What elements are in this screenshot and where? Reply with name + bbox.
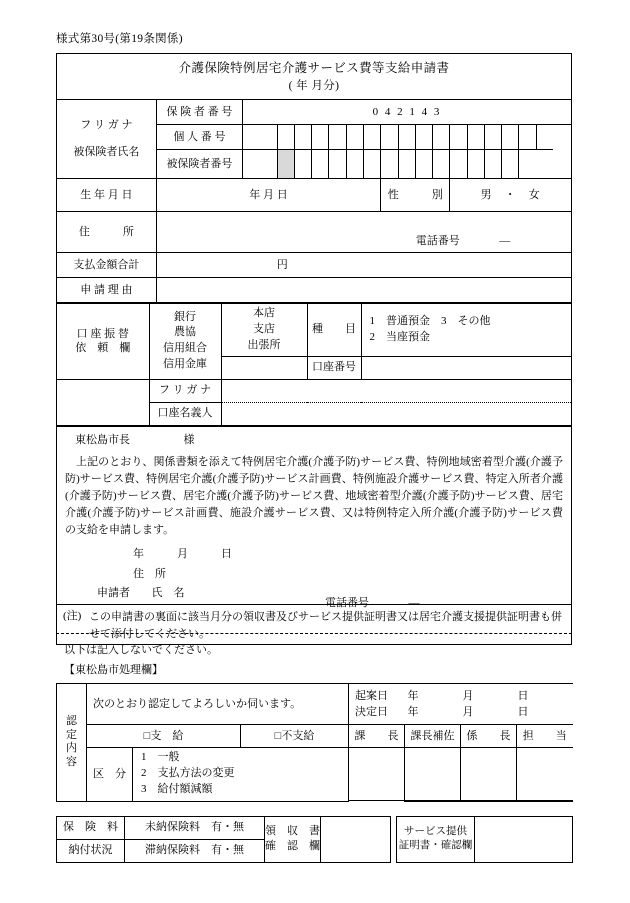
receipt-box[interactable] bbox=[321, 816, 391, 862]
transfer-label bbox=[57, 304, 149, 380]
receipt-label bbox=[265, 816, 321, 862]
stamp-box-1[interactable] bbox=[349, 800, 405, 801]
approval-label bbox=[57, 684, 87, 801]
insurance-fee-label-2: 納付状況 bbox=[57, 839, 125, 862]
main-form-frame bbox=[56, 53, 572, 645]
account-holder-label: 口座名義人 bbox=[149, 402, 221, 425]
bank-type-option[interactable]: 農協 bbox=[174, 326, 196, 339]
personal-no-digit[interactable] bbox=[467, 125, 484, 150]
document-title-sub: ( 年 月分) bbox=[288, 79, 340, 92]
service-cert-label-line1: サービス提供 bbox=[404, 825, 467, 837]
account-holder-value[interactable] bbox=[221, 402, 571, 425]
note-text: この申請書の裏面に該当月分の領収書及びサービス提供証明書又は居宅介護支援提供証明書も併せて添付してください。 bbox=[89, 611, 562, 640]
bank-type-cell[interactable] bbox=[149, 304, 221, 380]
insured-no-digit[interactable] bbox=[519, 150, 536, 179]
pay-option-deny[interactable]: □不支給 bbox=[241, 725, 349, 748]
personal-no-digit[interactable] bbox=[329, 125, 346, 150]
furigana-label: フ リ ガ ナ bbox=[80, 119, 133, 132]
approval-label-char: 定 bbox=[66, 728, 77, 741]
statement-date[interactable]: 年 月 日 bbox=[133, 547, 232, 560]
document-title-main: 介護保険特例居宅介護サービス費等支給申請書 bbox=[178, 61, 450, 75]
transfer-label-line1: 口 座 振 替 bbox=[76, 327, 129, 340]
personal-no-digit[interactable] bbox=[484, 125, 501, 150]
applicant-tel-label: 電話番号 bbox=[325, 596, 369, 609]
account-no-value[interactable] bbox=[361, 356, 571, 379]
insured-no-digit[interactable] bbox=[450, 150, 467, 179]
insured-no-digit[interactable] bbox=[329, 150, 346, 179]
stamp-box-4[interactable] bbox=[517, 800, 573, 801]
sex-options[interactable]: 男 ・ 女 bbox=[450, 179, 571, 212]
insured-no-label: 被保険者番号 bbox=[156, 150, 242, 179]
applicant-address-row[interactable] bbox=[57, 567, 571, 582]
birth-date-label: 生 年 月 日 bbox=[57, 179, 156, 212]
insured-name-cell bbox=[57, 100, 156, 179]
account-kind-options[interactable] bbox=[361, 304, 571, 357]
applicant-block bbox=[57, 545, 571, 609]
lower-section bbox=[56, 633, 572, 863]
mayor-to: 東松島市長 bbox=[75, 433, 130, 446]
dates-cell bbox=[349, 684, 573, 725]
approver-tanto: 担 当 bbox=[517, 725, 573, 748]
applicant-name-label: 氏 名 bbox=[151, 586, 185, 599]
personal-no-digit[interactable] bbox=[277, 125, 294, 150]
branch-type-option[interactable]: 支店 bbox=[253, 322, 275, 335]
insurer-no-value: 0 4 2 1 4 3 bbox=[243, 100, 571, 125]
insurance-fee-label-1: 保 険 料 bbox=[57, 816, 125, 839]
branch-type-option[interactable]: 本店 bbox=[253, 307, 275, 319]
approval-label-char: 認 bbox=[66, 714, 77, 727]
insured-no-digit[interactable] bbox=[312, 150, 329, 179]
branch-type-option[interactable]: 出張所 bbox=[247, 338, 281, 351]
personal-no-digit[interactable] bbox=[433, 125, 450, 150]
insured-no-box[interactable] bbox=[243, 150, 278, 179]
insured-no-digit[interactable] bbox=[415, 150, 432, 179]
account-furigana-label: フ リ ガ ナ bbox=[149, 379, 221, 402]
reason-value[interactable] bbox=[156, 278, 571, 303]
draft-date-row[interactable] bbox=[355, 688, 567, 705]
transfer-spacer bbox=[57, 379, 149, 402]
address-value[interactable] bbox=[156, 212, 571, 253]
transfer-spacer-2 bbox=[57, 402, 149, 425]
insured-no-digit-shaded bbox=[277, 150, 294, 179]
personal-no-digit[interactable] bbox=[502, 125, 519, 150]
insured-no-digit[interactable] bbox=[381, 150, 398, 179]
approver-stamp-kachohosa[interactable] bbox=[405, 748, 461, 800]
insured-no-digit[interactable] bbox=[502, 150, 519, 179]
stamp-box-2[interactable] bbox=[405, 800, 461, 801]
insurer-no-label: 保 険 者 番 号 bbox=[156, 100, 242, 125]
personal-no-box[interactable] bbox=[243, 125, 278, 150]
draft-date-label: 起案日 bbox=[355, 689, 389, 702]
insured-no-digit[interactable] bbox=[346, 150, 363, 179]
division-options[interactable] bbox=[133, 748, 349, 800]
address-tel-label: 電話番号 bbox=[415, 235, 460, 248]
personal-no-digit[interactable] bbox=[450, 125, 467, 150]
branch-name-value[interactable] bbox=[221, 356, 307, 379]
stamp-box-3[interactable] bbox=[461, 800, 517, 801]
applicant-tel-dash: — bbox=[408, 596, 420, 609]
division-option[interactable]: 3 給付額減額 bbox=[141, 783, 213, 796]
insured-no-digit[interactable] bbox=[433, 150, 450, 179]
insured-no-digit[interactable] bbox=[398, 150, 415, 179]
approval-label-char: 容 bbox=[66, 756, 77, 769]
personal-no-digit[interactable] bbox=[536, 125, 553, 150]
transfer-table bbox=[57, 303, 571, 426]
form-number: 様式第30号(第19条関係) bbox=[56, 33, 183, 45]
receipt-label-line1: 領 収 書 bbox=[265, 825, 320, 838]
sex-label: 性 別 bbox=[381, 179, 450, 212]
birth-date-value[interactable]: 年 月 日 bbox=[156, 179, 380, 212]
decision-date-value[interactable]: 年 月 日 bbox=[407, 706, 529, 719]
document-title bbox=[57, 54, 571, 100]
address-tel-row bbox=[416, 234, 557, 249]
approver-kachohosa: 課長補佐 bbox=[405, 725, 461, 748]
bank-type-option[interactable]: 信用金庫 bbox=[163, 358, 207, 371]
pay-option-grant[interactable]: □支 給 bbox=[87, 725, 241, 748]
reason-label: 申 請 理 由 bbox=[57, 278, 156, 303]
division-option[interactable]: 2 支払方法の変更 bbox=[141, 767, 235, 780]
personal-no-digit[interactable] bbox=[415, 125, 432, 150]
office-table bbox=[56, 683, 573, 801]
overdue-insurance[interactable]: 滞納保険料 有・無 bbox=[125, 839, 265, 862]
transfer-label-line2: 依 頼 欄 bbox=[75, 342, 131, 355]
applicant-label: 申請者 bbox=[97, 586, 130, 599]
address-label: 住 所 bbox=[57, 212, 156, 253]
division-spacer bbox=[133, 800, 349, 801]
confirm-text: 次のとおり認定してよろしいか伺います。 bbox=[87, 684, 349, 725]
personal-no-digit[interactable] bbox=[398, 125, 415, 150]
approver-stamp-kacho[interactable] bbox=[349, 748, 405, 800]
approver-stamp-tanto[interactable] bbox=[517, 748, 573, 800]
personal-no-digit[interactable] bbox=[294, 125, 311, 150]
applicant-tel bbox=[325, 596, 420, 611]
footer-table bbox=[56, 816, 573, 863]
service-cert-label-line2: 証明書・確認欄 bbox=[398, 840, 473, 851]
personal-no-digit[interactable] bbox=[519, 125, 536, 150]
mayor-row bbox=[57, 426, 571, 449]
address-tel-dash: — bbox=[499, 235, 511, 248]
payment-total-value[interactable]: 円 bbox=[156, 253, 571, 278]
do-not-write-note: 以下は記入しないでください。 bbox=[64, 644, 218, 656]
receipt-label-line2: 確 認 欄 bbox=[265, 840, 320, 852]
personal-no-digit[interactable] bbox=[346, 125, 363, 150]
unpaid-insurance[interactable]: 未納保険料 有・無 bbox=[125, 816, 265, 839]
account-kind-option[interactable]: 1 普通預金 3 その他 bbox=[369, 314, 491, 327]
personal-no-digit[interactable] bbox=[381, 125, 398, 150]
service-cert-label bbox=[397, 816, 475, 862]
mayor-honorific: 様 bbox=[183, 433, 195, 446]
decision-date-label: 決定日 bbox=[355, 706, 389, 719]
bank-type-option[interactable]: 信用組合 bbox=[163, 342, 207, 355]
insured-no-digit[interactable] bbox=[484, 150, 501, 179]
account-kind-label: 種 目 bbox=[307, 304, 361, 357]
statement-body: 上記のとおり、関係書類を添えて特例居宅介護(介護予防)サービス費、特例地域密着型介護(介護予防)サービス費、特例居宅介護(介護予防)サービス計画費、特例施設介護サービス費、特定入所者介護(介護予防)サービス費、居宅介護(介護予防)サービス費、地域密着型介護(介護予防)サービス費、居宅介護(介護予防)サービス計画費、施設介護サービス費、又は特例特定入所介護(介護予防)サービス費の支給を申請します。 bbox=[65, 455, 563, 536]
service-cert-box[interactable] bbox=[475, 816, 573, 862]
insured-name-label: 被保険者氏名 bbox=[73, 146, 140, 158]
decision-date-row[interactable] bbox=[355, 704, 567, 721]
main-form-table bbox=[57, 54, 571, 303]
note-marker: (注) bbox=[63, 610, 82, 623]
applicant-name-row bbox=[57, 586, 571, 609]
approver-kakaricho: 係 長 bbox=[461, 725, 517, 748]
branch-type-cell[interactable] bbox=[221, 304, 307, 357]
applicant-address-label: 住 所 bbox=[133, 567, 166, 580]
statement-table bbox=[57, 426, 571, 645]
draft-date-value[interactable]: 年 月 日 bbox=[407, 689, 529, 702]
personal-no-digit[interactable] bbox=[363, 125, 380, 150]
office-section-title: 【東松島市処理欄】 bbox=[64, 663, 163, 676]
division-option[interactable]: 1 一般 bbox=[141, 751, 180, 764]
insured-no-digit[interactable] bbox=[294, 150, 311, 179]
personal-no-label: 個 人 番 号 bbox=[156, 125, 242, 150]
insured-no-digit[interactable] bbox=[363, 150, 380, 179]
account-kind-option[interactable]: 2 当座預金 bbox=[369, 330, 430, 343]
approver-stamp-kakaricho[interactable] bbox=[461, 748, 517, 800]
bank-type-option[interactable]: 銀行 bbox=[174, 310, 196, 323]
account-furigana-value[interactable] bbox=[221, 379, 571, 402]
account-no-label: 口座番号 bbox=[307, 356, 361, 379]
personal-no-digit[interactable] bbox=[312, 125, 329, 150]
approver-kacho: 課 長 bbox=[349, 725, 405, 748]
division-label: 区 分 bbox=[87, 748, 133, 801]
payment-total-label: 支払金額合計 bbox=[57, 253, 156, 278]
insured-no-digit[interactable] bbox=[467, 150, 484, 179]
approval-label-char: 内 bbox=[66, 742, 77, 755]
